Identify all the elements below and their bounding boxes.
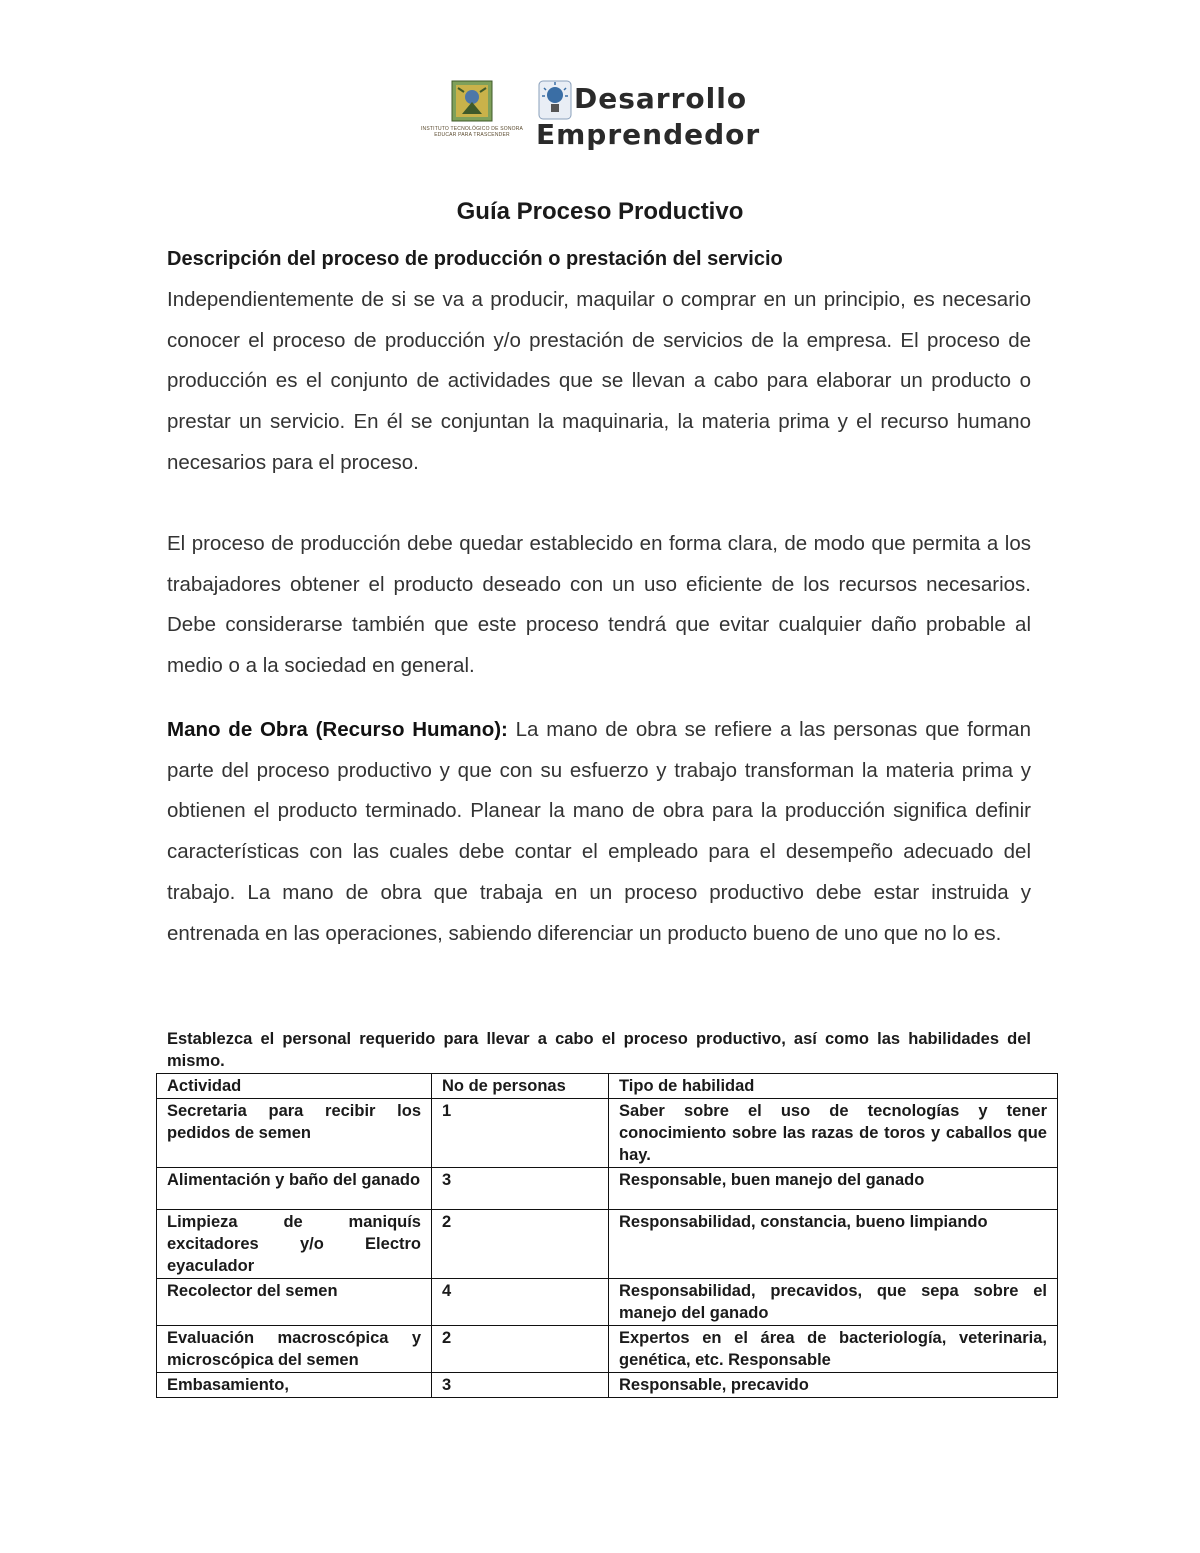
institution-seal-logo [420,80,524,160]
institution-seal-icon [450,80,494,122]
column-header-actividad: Actividad [157,1074,432,1099]
section-subtitle: Descripción del proceso de producción o prestación del servicio [167,248,783,270]
table-row [157,1210,1058,1279]
cell-habilidad: Responsable, buen manejo del ganado [609,1168,1058,1210]
lightbulb-icon [538,80,572,120]
desarrollo-emprendedor-logo [532,74,776,170]
table-instruction: Establezca el personal requerido para llevar a cabo el proceso productivo, así como las habilidades del mismo. [167,1030,1031,1070]
paragraph-process: El proceso de producción debe quedar establecido en forma clara, de modo que permita a los trabajadores obtener el producto deseado con un uso eficiente de los recursos necesarios. Debe considerarse también que este proceso tendrá que evitar cualquier daño probable al medio o a la sociedad en general. [167,532,1031,678]
seal-caption [420,126,524,138]
paragraph-body: La mano de obra se refiere a las personas que forman parte del proceso productivo y que con su esfuerzo y trabajo transforman la materia prima y obtienen el producto terminado. Planear la mano de obra para la producción significa definir características con las cuales debe contar el empleado para el desempeño adecuado del trabajo. La mano de obra que trabaja en un proceso productivo debe estar instruida y entrenada en las operaciones, sabiendo diferenciar un producto bueno de uno que no lo es. [167,718,1031,945]
paragraph-lead: Mano de Obra (Recurso Humano): [167,718,508,741]
paragraph-intro: Independientemente de si se va a producir, maquilar o comprar en un principio, es necesario conocer el proceso de producción y/o prestación de servicios de la empresa. El proceso de producción es el conjunto de actividades que se llevan a cabo para elaborar un producto o prestar un servicio. En él se conjuntan la maquinaria, la materia prima y el recurso humano necesarios para el proceso. [167,288,1031,474]
table-row [157,1326,1058,1373]
cell-personas: 1 [432,1099,609,1168]
cell-personas: 3 [432,1168,609,1210]
cell-actividad: Limpieza de maniquís excitadores y/o Electro eyaculador [157,1210,432,1279]
cell-actividad: Evaluación macroscópica y microscópica del semen [157,1326,432,1373]
cell-habilidad: Saber sobre el uso de tecnologías y tener conocimiento sobre las razas de toros y caballos que hay. [609,1099,1058,1168]
table-header-row [157,1074,1058,1099]
table-row [157,1099,1058,1168]
cell-personas: 4 [432,1279,609,1326]
cell-habilidad: Responsabilidad, precavidos, que sepa sobre el manejo del ganado [609,1279,1058,1326]
table-row [157,1168,1058,1210]
table-row [157,1373,1058,1398]
personnel-table [156,1073,1058,1398]
logo-word-emprendedor: Emprendedor [536,118,761,151]
cell-personas: 2 [432,1326,609,1373]
cell-habilidad: Expertos en el área de bacteriología, veterinaria, genética, etc. Responsable [609,1326,1058,1373]
cell-personas: 2 [432,1210,609,1279]
cell-actividad: Embasamiento, [157,1373,432,1398]
document-title: Guía Proceso Productivo [456,198,744,225]
column-header-personas: No de personas [432,1074,609,1099]
header-logos [420,74,780,170]
paragraph-mano-de-obra [167,710,1031,954]
seal-caption-line2: EDUCAR PARA TRASCENDER [434,132,510,138]
cell-actividad: Secretaria para recibir los pedidos de semen [157,1099,432,1168]
logo-word-desarrollo: Desarrollo [574,82,748,115]
column-header-habilidad: Tipo de habilidad [609,1074,1058,1099]
table-row [157,1279,1058,1326]
cell-actividad: Recolector del semen [157,1279,432,1326]
seal-caption-line1: INSTITUTO TECNOLÓGICO DE SONORA [420,126,524,132]
cell-habilidad: Responsabilidad, constancia, bueno limpiando [609,1210,1058,1279]
cell-actividad: Alimentación y baño del ganado [157,1168,432,1210]
cell-habilidad: Responsable, precavido [609,1373,1058,1398]
cell-personas: 3 [432,1373,609,1398]
